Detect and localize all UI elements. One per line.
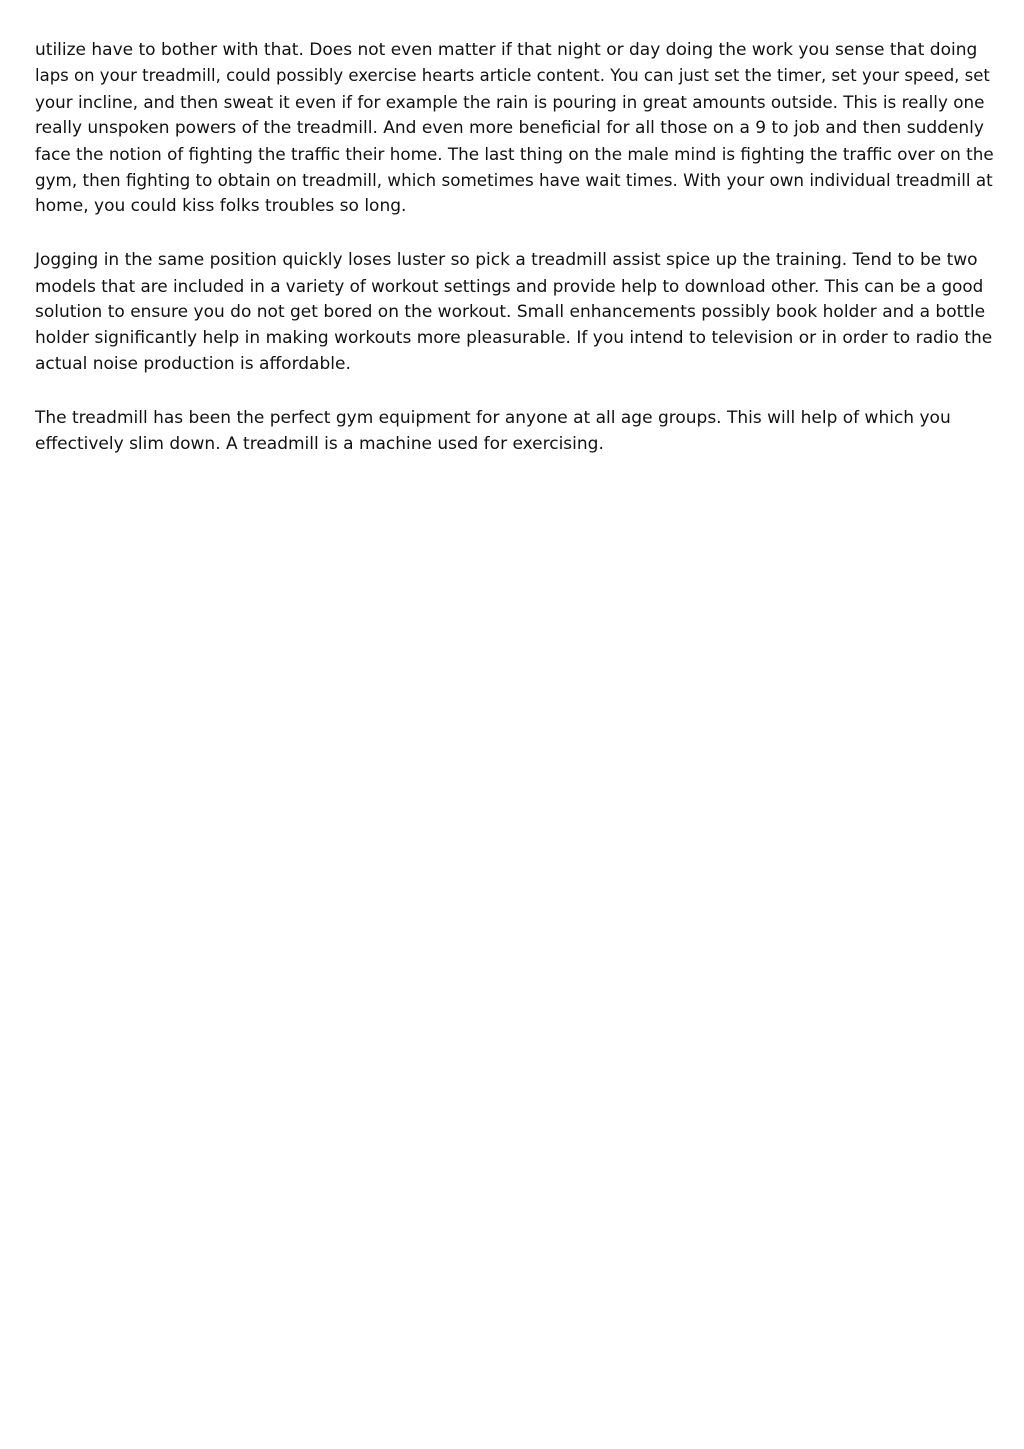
text-line: face the notion of fighting the traffic their home. The last thing on the male mind is fighting the traffic over on the — [35, 144, 994, 164]
text-line: solution to ensure you do not get bored on the workout. Small enhancements possibly book holder and a bottle — [35, 302, 986, 322]
paragraph-3 — [35, 405, 995, 457]
paragraph-2 — [35, 247, 995, 377]
text-line: The treadmill has been the perfect gym equipment for anyone at all age groups. This will help of which you — [35, 408, 951, 428]
text-line: effectively slim down. A treadmill is a machine used for exercising. — [35, 434, 604, 454]
text-line: Jogging in the same position quickly loses luster so pick a treadmill assist spice up the training. Tend to be two — [35, 250, 978, 270]
text-line: really unspoken powers of the treadmill. And even more beneficial for all those on a 9 to job and then suddenly — [35, 118, 984, 138]
text-line: gym, then fighting to obtain on treadmill, which sometimes have wait times. With your own individual treadmill at — [35, 170, 993, 190]
document-body — [35, 37, 995, 485]
text-line: utilize have to bother with that. Does not even matter if that night or day doing the work you sense that doing — [35, 40, 978, 60]
text-line: laps on your treadmill, could possibly exercise hearts article content. You can just set the timer, set your speed, set — [35, 66, 990, 85]
text-line: models that are included in a variety of workout settings and provide help to download other. This can be a good — [35, 276, 984, 296]
text-line: actual noise production is affordable. — [35, 354, 351, 374]
text-line: home, you could kiss folks troubles so long. — [35, 196, 407, 216]
text-line: holder significantly help in making workouts more pleasurable. If you intend to television or in order to radio the — [35, 328, 993, 348]
paragraph-1 — [35, 37, 995, 219]
text-line: your incline, and then sweat it even if for example the rain is pouring in great amounts outside. This is really one — [35, 92, 985, 112]
